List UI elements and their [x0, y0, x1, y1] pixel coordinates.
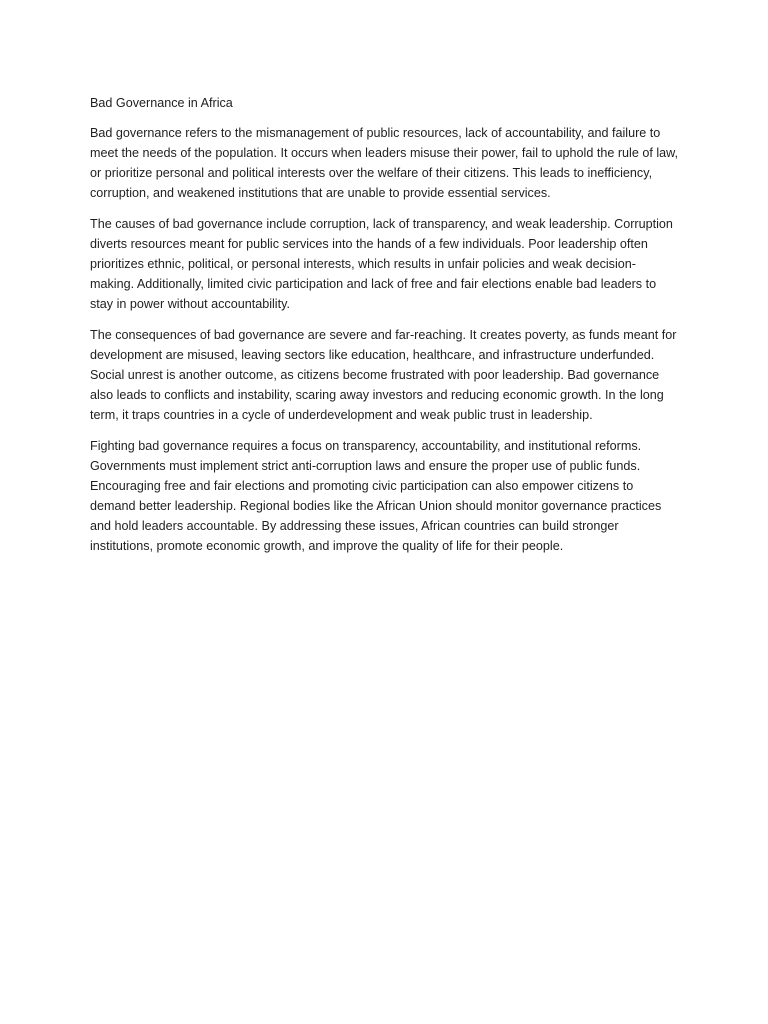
paragraph-consequences: The consequences of bad governance are severe and far-reaching. It creates poverty, as funds meant for development are misused, leaving sectors like education, healthcare, and infrastructure underfunded. Social unrest is another outcome, as citizens become frustrated with poor leadership. Bad governance also leads to conflicts and instability, scaring away investors and reducing economic growth. In the long term, it traps countries in a cycle of underdevelopment and weak public trust in leadership.	[90, 328, 677, 422]
paragraph-causes: The causes of bad governance include corruption, lack of transparency, and weak leadership. Corruption diverts resources meant for public services into the hands of a few individuals. Poor leadership often prioritizes ethnic, political, or personal interests, which results in unfair policies and weak decision-making. Additionally, limited civic participation and lack of free and fair elections enable bad leaders to stay in power without accountability.	[90, 217, 673, 311]
paragraph-definition: Bad governance refers to the mismanagement of public resources, lack of accountability, and failure to meet the needs of the population. It occurs when leaders misuse their power, fail to uphold the rule of law, or prioritize personal and political interests over the welfare of their citizens. This leads to inefficiency, corruption, and weakened institutions that are unable to provide essential services.	[90, 126, 679, 200]
paragraph-solutions: Fighting bad governance requires a focus on transparency, accountability, and institutional reforms. Governments must implement strict anti-corruption laws and ensure the proper use of public funds. Encouraging free and fair elections and promoting civic participation can also empower citizens to demand better leadership. Regional bodies like the African Union should monitor governance practices and hold leaders accountable. By addressing these issues, African countries can build stronger institutions, promote economic growth, and improve the quality of life for their people.	[90, 439, 662, 553]
document-title: Bad Governance in Africa	[90, 96, 233, 110]
